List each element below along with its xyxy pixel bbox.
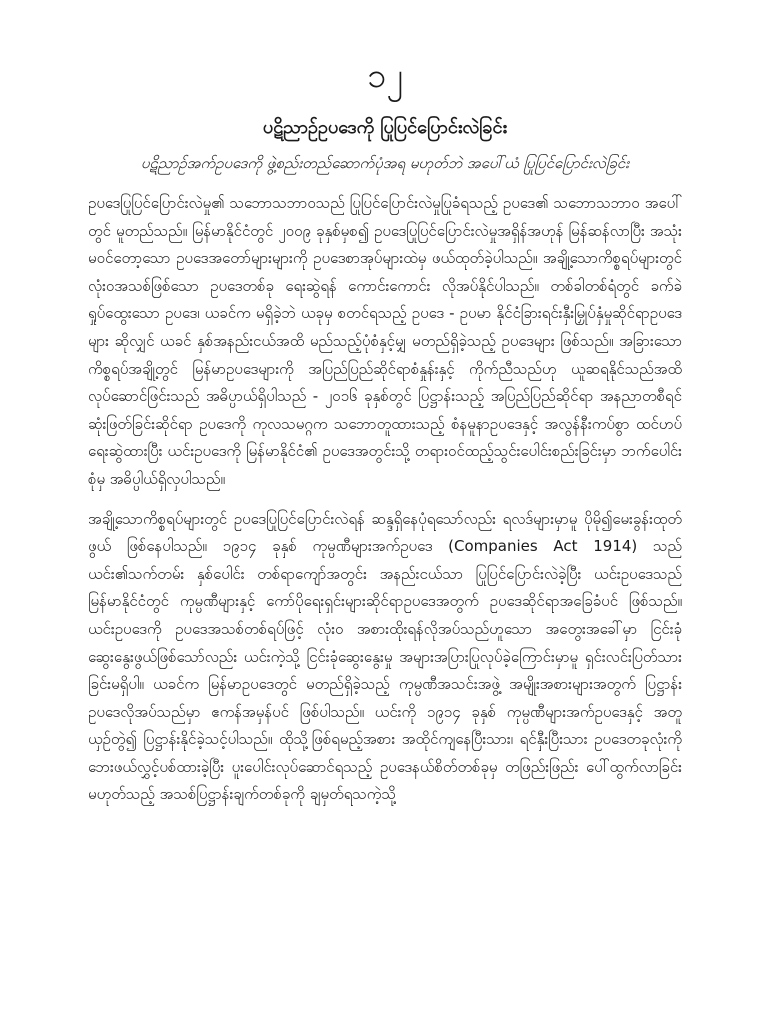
body-paragraph-1: ဥပဒေပြုပြင်ပြောင်းလဲမှု၏ သဘောသဘာဝသည် ပြုပြင်ပြောင်းလဲမှုပြုခံရသည့် ဥပဒေ၏ သဘောသဘာဝ အပေါ်တွင် မူတည်သည်။ မြန်မာနိုင်ငံတွင် ၂၀၀၉ ခုနှစ်မှစ၍ ဥပဒေပြုပြင်ပြောင်းလဲမှုအရှိန်အဟုန် မြန်ဆန်လာပြီး အသုံးမဝင်တော့သော ဥပဒေအတော်များများကို ဥပဒေစာအုပ်များထဲမှ ဖယ်ထုတ်ခဲ့ပါသည်။ အချို့သောကိစ္စရပ်များတွင် လုံးဝအသစ်ဖြစ်သော ဥပဒေတစ်ခု ရေးဆွဲရန် ကောင်းကောင်း လိုအပ်နိုင်ပါသည်။ တစ်ခါတစ်ရံတွင် ခက်ခဲရှုပ်ထွေးသော ဥပဒေ၊ ယခင်က မရှိခဲ့ဘဲ ယခုမှ စတင်ရသည့် ဥပဒေ - ဥပမာ နိုင်ငံခြားရင်းနှီးမြှုပ်နှံမှုဆိုင်ရာဥပဒေများ ဆိုလျှင် ယခင် နှစ်အနည်းငယ်အထိ မည်သည့်ပုံစံနှင့်မျှ မတည်ရှိခဲ့သည့် ဥပဒေများ ဖြစ်သည်။ အခြားသောကိစ္စရပ်အချို့တွင် မြန်မာဥပဒေများကို အပြည်ပြည်ဆိုင်ရာစံနှုန်းနှင့် ကိုက်ညီသည်ဟု ယူဆရနိုင်သည်အထိ လုပ်ဆောင်ဖြင်းသည် အဓိပ္ပာယ်ရှိပါသည် - ၂၀၁၆ ခုနှစ်တွင် ပြဋ္ဌာန်းသည့် အပြည်ပြည်ဆိုင်ရာ အနညာတစီရင်ဆုံးဖြတ်ခြင်းဆိုင်ရာ ဥပဒေကို ကုလသမဂ္ဂက သဘောတူထားသည့် စံနမူနာဥပဒေနှင့် အလွန်နီးကပ်စွာ ထင်ဟပ်ရေးဆွဲထားပြီး ယင်းဥပဒေကို မြန်မာနိုင်ငံ၏ ဥပဒေအတွင်းသို့ တရားဝင်ထည့်သွင်းပေါင်းစည်းခြင်းမှာ ဘက်ပေါင်းစုံမှ အဓိပ္ပါယ်ရှိလှပါသည်။	[88, 194, 682, 488]
body-paragraph-2: အချို့သောကိစ္စရပ်များတွင် ဥပဒေပြုပြင်ပြောင်းလဲရန် ဆန္ဒရှိနေပုံရသော်လည်း ရလဒ်များမှာမူ ပိုမို၍မေးခွန်းထုတ်ဖွယ် ဖြစ်နေပါသည်။ ၁၉၁၄ ခုနှစ် ကုမ္ပဏီများအက်ဥပဒေ (Companies Act 1914) သည် ယင်း၏သက်တမ်း နှစ်ပေါင်း တစ်ရာကျော်အတွင်း အနည်းငယ်သာ ပြုပြင်ပြောင်းလဲခဲ့ပြီး ယင်းဥပဒေသည် မြန်မာနိုင်ငံတွင် ကုမ္ပဏီများနှင့် ကော်ပိုရေးရှင်းများဆိုင်ရာဥပဒေအတွက် ဥပဒေဆိုင်ရာအခြေခံပင် ဖြစ်သည်။ ယင်းဥပဒေကို ဥပဒေအသစ်တစ်ရပ်ဖြင့် လုံးဝ အစားထိုးရန်လိုအပ်သည်ဟူသော အတွေးအခေါ်မှာ ငြင်းခုံဆွေးနွေးဖွယ်ဖြစ်သော်လည်း ယင်းကဲ့သို့ ငြင်းခုံဆွေးနွေးမှု အများအပြားပြုလုပ်ခဲ့ကြောင်းမှာမူ ရှင်းလင်းပြတ်သားခြင်းမရှိပါ။ ယခင်က မြန်မာဥပဒေတွင် မတည်ရှိခဲ့သည့် ကုမ္ပဏီအသင်းအဖွဲ့ အမျိုးအစားများအတွက် ပြဋ္ဌာန်းဥပဒေလိုအပ်သည်မှာ ဧကန်အမှန်ပင် ဖြစ်ပါသည်။ ယင်းကို ၁၉၁၄ ခုနှစ် ကုမ္ပဏီများအက်ဥပဒေနှင့် အတူယှဉ်တွဲ၍ ပြဋ္ဌာန်းနိုင်ခဲ့သင့်ပါသည်။ ထိုသို့ဖြစ်ရမည့်အစား အထိုင်ကျနေပြီးသား၊ ရင်နှီးပြီးသား ဥပဒေတခုလုံးကို ဘေးဖယ်လွှင့်ပစ်ထားခဲ့ပြီး ပူးပေါင်းလုပ်ဆောင်ရသည့် ဥပဒေနယ်စိတ်တစ်ခုမှ တဖြည်းဖြည်း ပေါ်ထွက်လာခြင်းမဟုတ်သည့် အသစ်ပြဋ္ဌာန်းချက်တစ်ခုကို ချမှတ်ရသကဲ့သို့	[88, 509, 682, 804]
chapter-subtitle: ပဋိညာဉ်အက်ဥပဒေကို ဖွဲ့စည်းတည်ဆောက်ပုံအရ မဟုတ်ဘဲ အပေါ်ယံ ပြုပြင်ပြောင်းလဲခြင်း	[140, 154, 630, 172]
chapter-number: ၁၂	[367, 56, 403, 96]
chapter-title: ပဋိညာဉ်ဥပဒေကို ပြုပြင်ပြောင်းလဲခြင်း	[262, 117, 508, 138]
